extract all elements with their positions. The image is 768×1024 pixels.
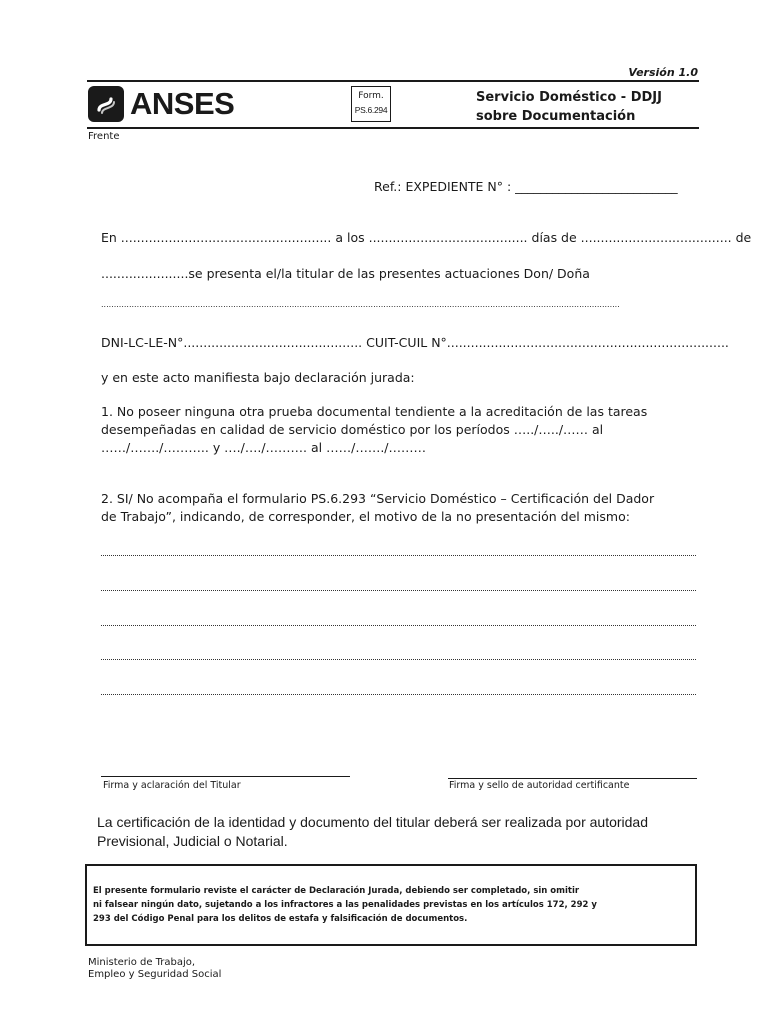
form-code: PS.6.294	[354, 105, 388, 115]
item-2-line-1: 2. SI/ No acompaña el formulario PS.6.293 “Servicio Doméstico – Certificación del Dador	[101, 491, 655, 506]
dni-cuit-field[interactable]: DNI-LC-LE-N°............................................. CUIT-CUIL N°.......................................................................	[101, 335, 729, 350]
authority-signature-label: Firma y sello de autoridad certificante	[449, 780, 630, 791]
form-title	[476, 88, 662, 126]
header-top-rule	[87, 80, 699, 82]
item-1-line-3[interactable]: ……/……./……….. y …./…./………. al ……/……./………	[101, 440, 427, 455]
frente-label: Frente	[88, 131, 120, 142]
authority-signature-line[interactable]	[448, 778, 697, 779]
item-2-line-2: de Trabajo”, indicando, de corresponder, el motivo de la no presentación del mismo:	[101, 509, 630, 524]
item-1-line-1: 1. No poseer ninguna otra prueba documental tendiente a la acreditación de las tareas	[101, 404, 648, 419]
reason-line[interactable]	[101, 694, 696, 695]
logo-text: ANSES	[130, 86, 235, 121]
certification-line-2: Previsional, Judicial o Notarial.	[97, 833, 288, 849]
reason-line[interactable]	[101, 625, 696, 626]
titular-signature-label: Firma y aclaración del Titular	[103, 780, 241, 791]
reason-line[interactable]	[101, 590, 696, 591]
ministry-line-2: Empleo y Seguridad Social	[88, 969, 222, 980]
item-1-line-2[interactable]: desempeñadas en calidad de servicio doméstico por los períodos …../…../…… al	[101, 422, 604, 437]
titular-name-field[interactable]: ............................................................................................................................................................................................................	[101, 300, 620, 309]
ministry-line-1: Ministerio de Trabajo,	[88, 957, 196, 968]
version-label: Versión 1.0	[628, 66, 698, 79]
certification-line-1: La certificación de la identidad y documento del titular deberá ser realizada por autoridad	[97, 814, 649, 830]
declaration-intro: y en este acto manifiesta bajo declaración jurada:	[101, 370, 415, 385]
form-title-line-1: Servicio Doméstico - DDJJ	[476, 90, 662, 105]
reason-line[interactable]	[101, 659, 696, 660]
form-label: Form.	[358, 91, 384, 101]
legal-notice-line-2: ni falsear ningún dato, sujetando a los infractores a las penalidades previstas en los artículos 172, 292 y	[93, 900, 597, 910]
form-title-line-2: sobre Documentación	[476, 109, 636, 124]
legal-notice-box	[85, 864, 697, 946]
anses-logo	[88, 86, 234, 122]
legal-notice-line-3: 293 del Código Penal para los delitos de estafa y falsificación de documentos.	[93, 914, 468, 924]
form-code-box	[351, 86, 391, 122]
titular-signature-line[interactable]	[101, 776, 350, 777]
titular-name-intro[interactable]: ......................se presenta el/la titular de las presentes actuaciones Don/ Doña	[101, 266, 590, 281]
header-bottom-rule	[87, 127, 699, 129]
ministry-footer	[88, 957, 221, 981]
expediente-reference-field[interactable]: Ref.: EXPEDIENTE N° : __________________________	[374, 179, 678, 194]
certification-note	[97, 813, 697, 851]
anses-logo-icon	[88, 86, 124, 122]
location-date-field[interactable]: En ..................................................... a los ........................................ días de ...................................... de	[101, 230, 752, 245]
reason-line[interactable]	[101, 555, 696, 556]
legal-notice-line-1: El presente formulario reviste el carácter de Declaración Jurada, debiendo ser completado, sin omitir	[93, 886, 580, 896]
